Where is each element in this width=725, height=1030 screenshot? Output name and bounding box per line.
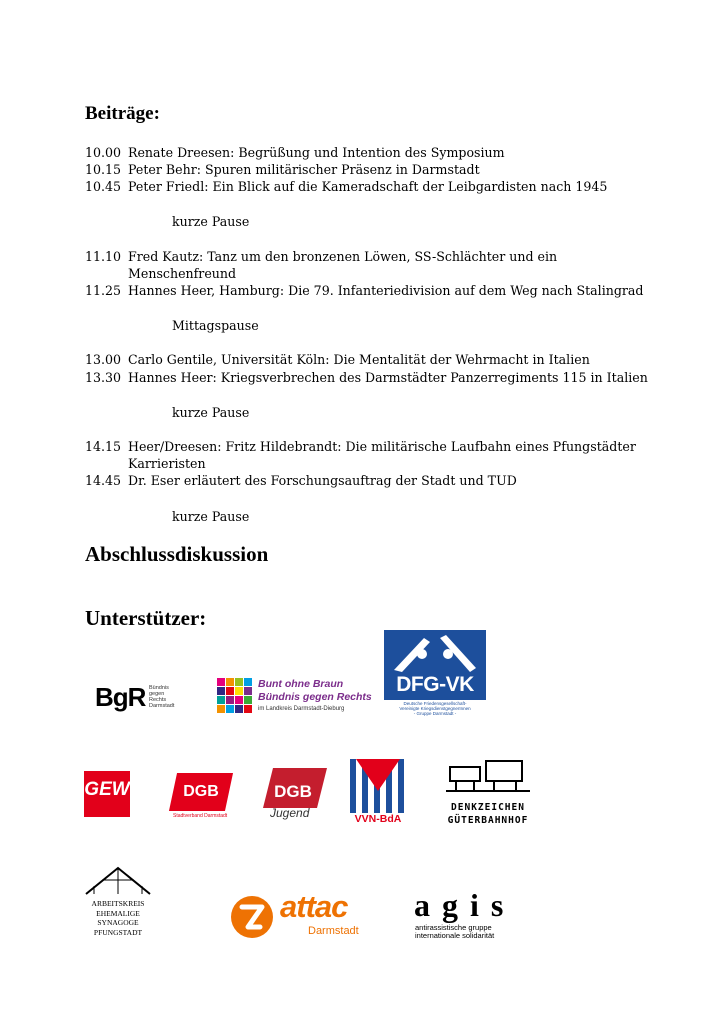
dfg-vk-logo: DFG-VK Deutsche Friedensgesellschaft- Vereinigte KriegsdienstgegnerInnen - Gruppe Darmstadt -	[384, 630, 486, 716]
broken-rifle-icon	[384, 630, 486, 675]
pause-label: kurze Pause	[172, 509, 250, 524]
attac-logo: attac Darmstadt	[230, 893, 372, 943]
gew-logo: GEW	[84, 771, 130, 817]
program-item: 14.15 Heer/Dreesen: Fritz Hildebrandt: Die militärische Laufbahn eines Pfungstädter	[85, 439, 636, 454]
bunt-ohne-braun-logo: Bunt ohne Braun Bündnis gegen Rechts im Landkreis Darmstadt-Dieburg	[217, 678, 367, 718]
dfg-vk-box: DFG-VK	[384, 630, 486, 700]
synagoge-pfungstadt-logo: ARBEITSKREIS EHEMALIGE SYNAGOGE PFUNGSTADT	[84, 866, 152, 946]
heading-contributions: Beiträge:	[85, 103, 160, 124]
heading-final-discussion: Abschlussdiskussion	[85, 542, 269, 566]
program-item-continuation: Karrieristen	[128, 456, 206, 471]
denkzeichen-logo: DENKZEICHEN GÜTERBAHNHOF	[442, 757, 534, 829]
striped-triangle-icon	[350, 759, 406, 813]
agis-logo: agis antirassistische gruppe internationale solidarität	[414, 887, 516, 940]
program-item: 10.15 Peter Behr: Spuren militärischer Präsenz in Darmstadt	[85, 162, 480, 177]
rail-buffer-icon	[446, 757, 530, 797]
program-item: 10.00 Renate Dreesen: Begrüßung und Intention des Symposium	[85, 145, 505, 160]
bgr-logo: BgR Bündnis gegen Rechts Darmstadt	[95, 682, 175, 712]
dgb-stadtverband-logo: DGB Stadtverband Darmstadt	[173, 773, 231, 823]
program-item: 11.25 Hannes Heer, Hamburg: Die 79. Infanteriedivision auf dem Weg nach Stalingrad	[85, 283, 644, 298]
heading-supporters: Unterstützer:	[85, 606, 207, 630]
program-item: 13.00 Carlo Gentile, Universität Köln: Die Mentalität der Wehrmacht in Italien	[85, 352, 590, 367]
dgb-jugend-logo: DGB Jugend	[264, 768, 324, 824]
mosaic-icon	[217, 678, 254, 715]
attac-circle-icon	[230, 895, 274, 939]
pause-label: kurze Pause	[172, 405, 250, 420]
program-item: 11.10 Fred Kautz: Tanz um den bronzenen Löwen, SS-Schlächter und ein	[85, 249, 558, 264]
pause-label: Mittagspause	[172, 318, 259, 333]
program-item: 14.45 Dr. Eser erläutert des Forschungsauftrag der Stadt und TUD	[85, 473, 517, 488]
synagogue-roof-icon	[84, 866, 152, 896]
pause-label: kurze Pause	[172, 214, 250, 229]
program-item: 13.30 Hannes Heer: Kriegsverbrechen des Darmstädter Panzerregiments 115 in Italien	[85, 370, 648, 385]
program-item-continuation: Menschenfreund	[128, 266, 237, 281]
program-item: 10.45 Peter Friedl: Ein Blick auf die Kameradschaft der Leibgardisten nach 1945	[85, 179, 608, 194]
vvn-bda-logo: VVN-BdA	[350, 759, 406, 825]
